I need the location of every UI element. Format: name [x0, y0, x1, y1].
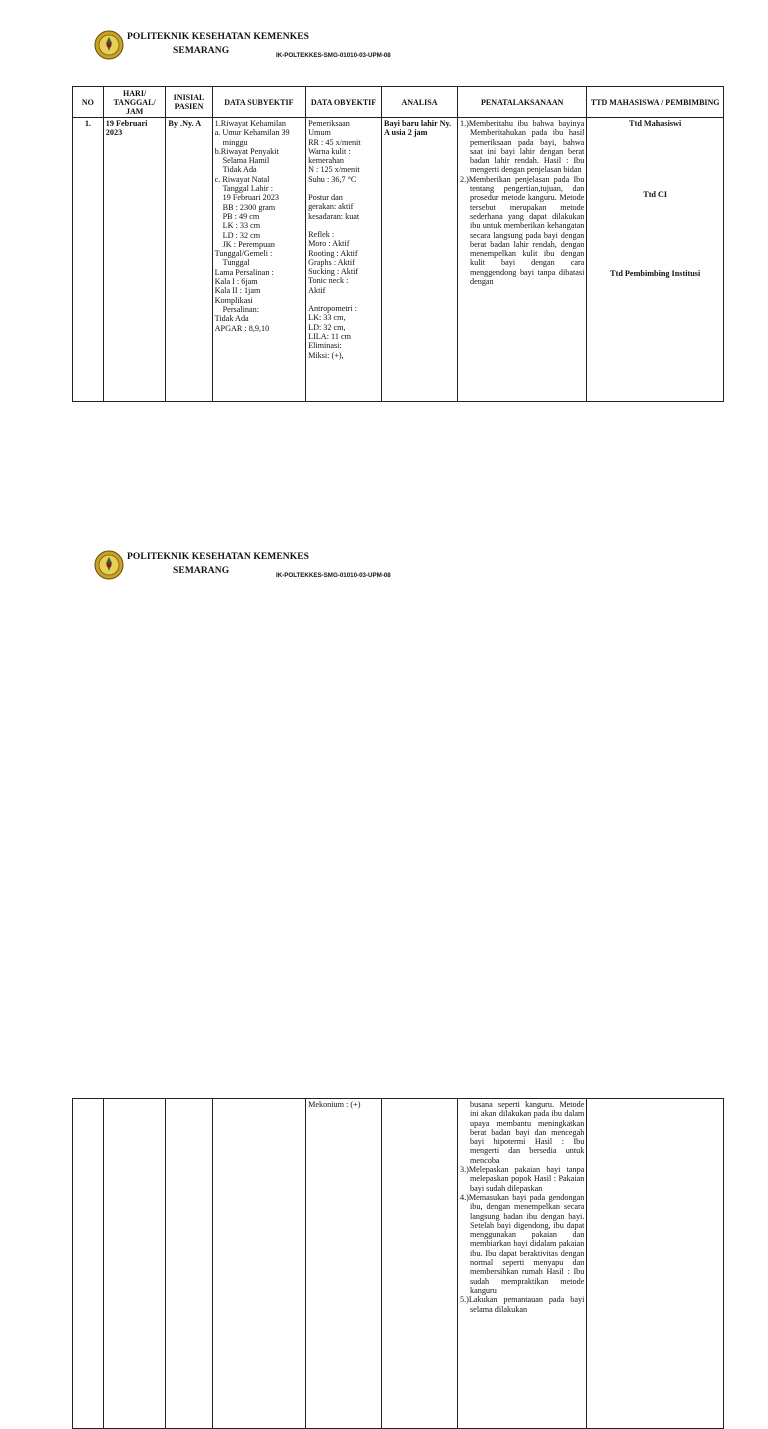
- cell-objective: [306, 118, 382, 402]
- subjective-list: [215, 119, 303, 333]
- institution-line2: SEMARANG: [173, 566, 230, 576]
- header-signature: TTD MAHASISWA / PEMBIMBING: [587, 87, 724, 118]
- text-line: Komplikasi: [214, 295, 253, 305]
- text-line: Persalinan:: [222, 304, 260, 314]
- header-management: PENATALAKSANAAN: [458, 87, 587, 118]
- cell-signatures: [587, 1099, 724, 1429]
- management-item: [460, 119, 584, 175]
- text-line: Tidak Ada: [214, 314, 249, 324]
- text-line: Postur dan: [308, 193, 343, 203]
- document-code: IK-POLTEKKES-SMG-01010-03-UPM-08: [276, 52, 391, 59]
- text-line: Tunggal: [222, 258, 250, 268]
- management-item-text: Memberitahu ibu bahwa bayinya Memberitahukan pada ibu hasil pemeriksaan pada bayi, bahwa saat ini bayi lahir dengan berat badan lahir rendah. Hasil : Ibu mengerti dengan penjelasan bidan: [468, 119, 585, 175]
- poltekkes-logo-icon: [94, 30, 124, 60]
- text-line: kemerahan: [308, 156, 344, 166]
- institution-line1: POLITEKNIK KESEHATAN KEMENKES: [127, 552, 310, 562]
- cell-no: 1.: [73, 118, 104, 402]
- management-continued: busana seperti kanguru. Metode ini akan dilakukan pada ibu dalam upaya membantu meningkatkan berat badan bayi dan mencegah bayi hipotermi Hasil : Ibu mengerti dan bersedia untuk mencoba: [470, 1100, 585, 1165]
- text-line: Antropometri :: [308, 304, 357, 314]
- text-line: JK : Perempuan: [222, 239, 275, 249]
- cell-signatures: [587, 118, 724, 402]
- text-line: Kala I : 6jam: [214, 277, 258, 287]
- text-line: a. Umur Kehamilan 39: [214, 128, 290, 138]
- document-page-2: [0, 520, 768, 1314]
- text-line: Moro : Aktif: [308, 239, 350, 249]
- header-subjective: DATA SUBYEKTIF: [212, 87, 305, 118]
- care-record-table: [72, 86, 724, 402]
- text-line: Warna kulit :: [308, 146, 351, 156]
- cell-management: [458, 118, 587, 402]
- text-line: BB : 2300 gram: [222, 202, 276, 212]
- management-item-text: Memberikan penjelasan pada Ibu tentang pengertian,tujuan, dan prosedur metode kanguru. Metode tersebut merupakan metode sederhana yang dapat dilakukan ibu untuk memberikan kehangatan secara langsung pada bayi dengan berat badan lahir rendah, dengan menempelkan kulit ibu dengan kulit bayi dengan cara menggendong bayi tanpa dibatasi dengan: [468, 174, 585, 287]
- header-objective: DATA OBYEKTIF: [306, 87, 382, 118]
- management-item-text: Lakukan pemantauan pada bayi selama dilakukan: [468, 1295, 585, 1314]
- text-line: [308, 184, 379, 193]
- management-item-number: 4.): [460, 1192, 469, 1202]
- management-list: [460, 1165, 584, 1314]
- table-header-row: [73, 87, 724, 118]
- management-list: [460, 119, 584, 286]
- text-line: [308, 295, 379, 304]
- cell-patient: By .Ny. A: [166, 118, 212, 402]
- cell-date: [103, 1099, 166, 1429]
- poltekkes-logo-icon: [94, 550, 124, 580]
- management-item-number: 2.): [460, 174, 469, 184]
- text-line: Miksi: (+),: [308, 350, 344, 360]
- cell-management: [458, 1099, 587, 1429]
- header-analysis: ANALISA: [382, 87, 458, 118]
- care-record-table-continued: [72, 1098, 724, 1429]
- text-line: Umum: [308, 128, 331, 138]
- text-line: Kala II : 1jam: [214, 286, 261, 296]
- text-line: Lama Persalinan :: [214, 267, 274, 277]
- table-row: [73, 118, 724, 402]
- signature-supervisor: Ttd Pembimbing Institusi: [610, 268, 701, 278]
- text-line: Pemeriksaan: [308, 119, 350, 128]
- management-item: [460, 1165, 584, 1193]
- text-line: 1.Riwayat Kehamilan: [214, 119, 287, 128]
- institution-line1: POLITEKNIK KESEHATAN KEMENKES: [127, 32, 310, 42]
- text-line: N : 125 x/menit: [308, 165, 360, 175]
- text-line: PB : 49 cm: [222, 211, 260, 221]
- header-patient: INISIAL PASIEN: [166, 87, 212, 118]
- text-line: APGAR : 8,9,10: [214, 323, 270, 333]
- cell-subjective: [212, 1099, 305, 1429]
- text-line: Sucking : Aktif: [308, 267, 359, 277]
- management-item: [460, 175, 584, 287]
- text-line: Selama Hamil: [222, 156, 270, 166]
- document-code: IK-POLTEKKES-SMG-01010-03-UPM-08: [276, 572, 391, 579]
- text-line: Reflek :: [308, 229, 335, 239]
- header-date: HARI/ TANGGAL/ JAM: [103, 87, 166, 118]
- signature-student: Ttd Mahasiswi: [629, 119, 682, 128]
- institution-line2: SEMARANG: [173, 46, 230, 56]
- management-item: [460, 1295, 584, 1314]
- cell-no: [73, 1099, 104, 1429]
- text-line: Eliminasi:: [308, 341, 342, 351]
- text-line: Tanggal Lahir :: [222, 184, 273, 194]
- management-item-number: 5.): [460, 1295, 469, 1305]
- text-line: LD: 32 cm,: [308, 322, 346, 332]
- text-line: [308, 221, 379, 230]
- cell-subjective: [212, 118, 305, 402]
- text-line: LILA: 11 cm: [308, 331, 351, 341]
- cell-date: 19 Februari 2023: [103, 118, 166, 402]
- text-line: minggu: [222, 137, 248, 147]
- text-line: 19 Februari 2023: [222, 193, 280, 203]
- text-line: Suhu : 36,7 °C: [308, 174, 357, 184]
- text-line: b.Riwayat Penyakit: [214, 146, 279, 156]
- table-row: [73, 1099, 724, 1429]
- text-line: gerakan: aktif: [308, 202, 354, 212]
- text-line: LK : 33 cm: [222, 221, 261, 231]
- text-line: Aktif: [308, 285, 326, 295]
- management-item-text: Melepaskan pakaian bayi tanpa melepaskan popok Hasil : Pakaian bayi sudah dilepaskan: [468, 1165, 585, 1193]
- cell-analysis: Bayi baru lahir Ny. A usia 2 jam: [382, 118, 458, 402]
- text-line: c. Riwayat Natal: [214, 174, 270, 184]
- text-line: LD : 32 cm: [222, 230, 261, 240]
- text-line: Tidak Ada: [222, 165, 257, 175]
- text-line: Tonic neck :: [308, 276, 349, 286]
- text-line: Rooting : Aktif: [308, 248, 358, 258]
- header-no: NO: [73, 87, 104, 118]
- text-line: Graphs : Aktif: [308, 257, 355, 267]
- signature-ci: Ttd CI: [643, 190, 668, 200]
- management-item: [460, 1193, 584, 1295]
- text-line: kesadaran: kuat: [308, 211, 360, 221]
- text-line: LK: 33 cm,: [308, 313, 346, 323]
- objective-list: [308, 119, 379, 360]
- management-item-number: 1.): [460, 119, 469, 128]
- cell-objective: Mekonium : (+): [306, 1099, 382, 1429]
- management-item-number: 3.): [460, 1165, 469, 1175]
- cell-analysis: [382, 1099, 458, 1429]
- cell-patient: [166, 1099, 212, 1429]
- management-item-text: Memasukan bayi pada gendongan ibu, dengan menempelkan secara langsung badan ibu dengan bayi. Setelah bayi digendong, ibu dapat menggunakan pakaian dan membiarkan bayi didalam pakaian ibu. Ibu dapat beraktivitas dengan normal seperti menyapu dan membersihkan rumah Hasil : Ibu sudah mempraktikan metode kanguru: [468, 1192, 585, 1295]
- document-page-1: [0, 0, 768, 420]
- text-line: Tunggal/Gemeli :: [214, 249, 273, 259]
- text-line: RR : 45 x/menit: [308, 137, 361, 147]
